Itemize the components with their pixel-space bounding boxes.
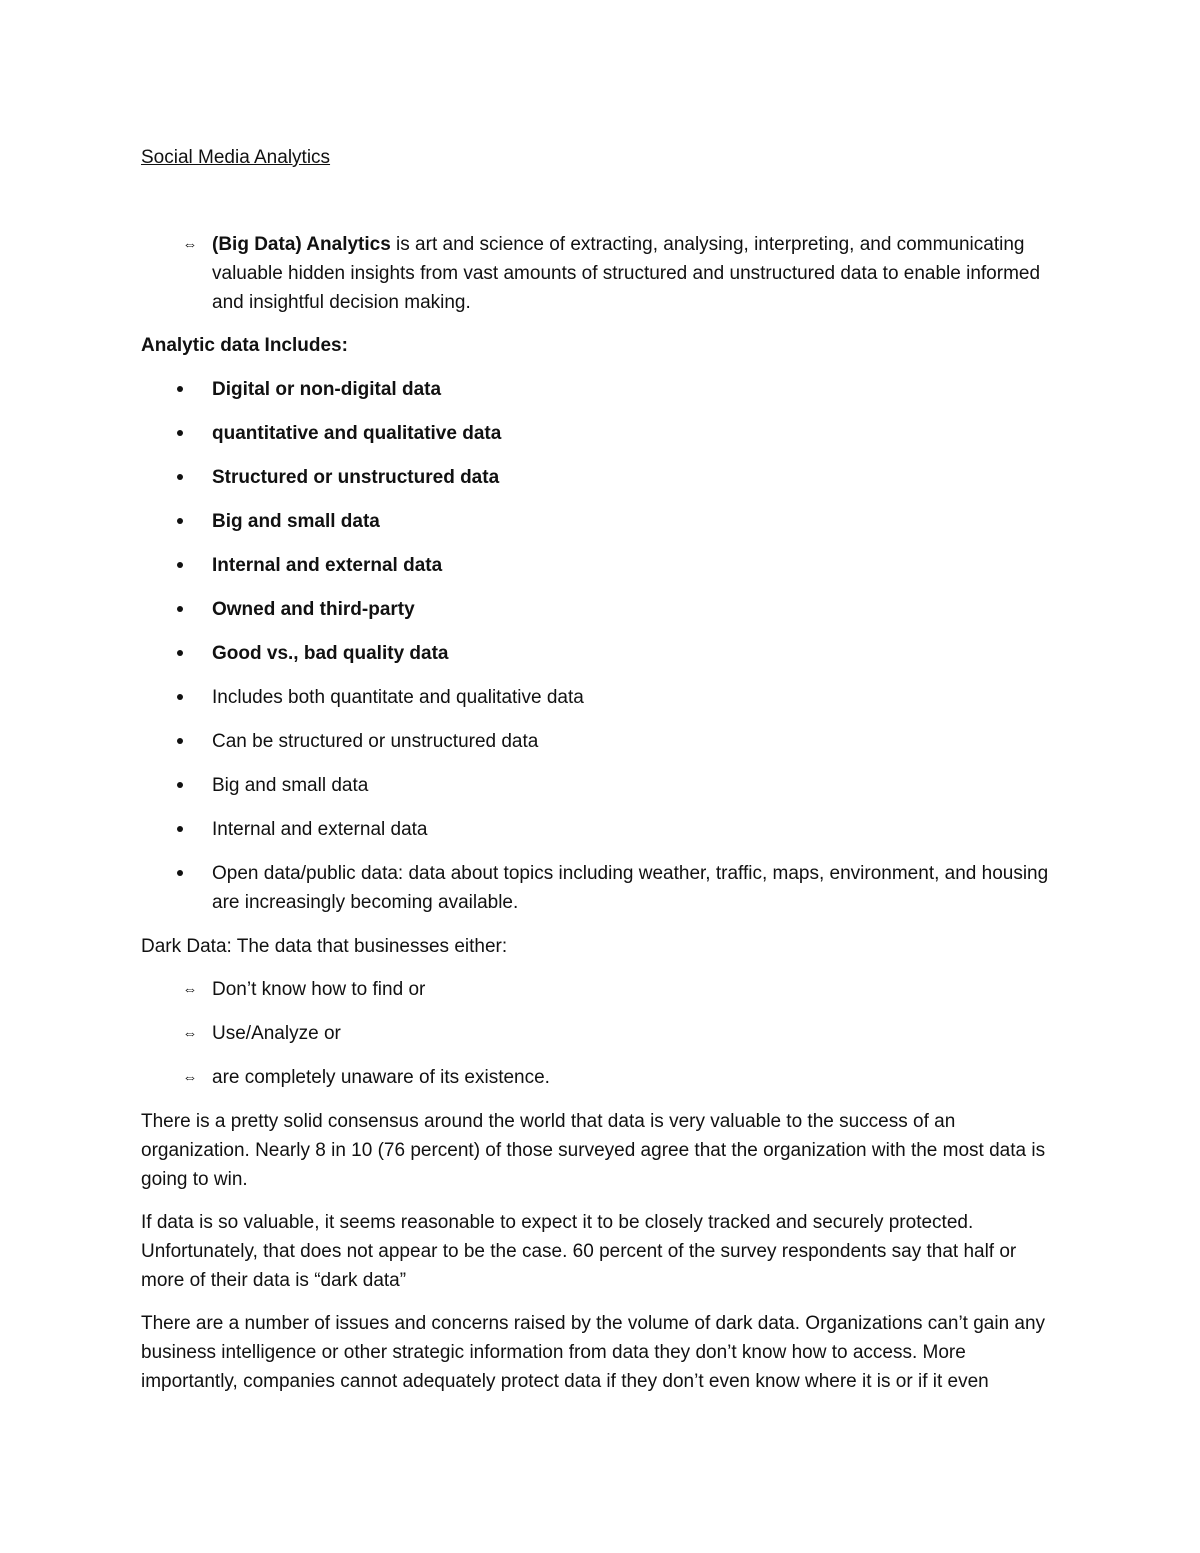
intro-text: is art and science of extracting, analysing, interpreting, and communicating valuable hidden insights from vast amounts of structured and unstructured data to enable informed and insightful decision making.: [212, 234, 1041, 313]
list-item: Includes both quantitate and qualitative data: [141, 683, 1061, 712]
dark-data-list: [141, 975, 1061, 1092]
dot-bullet-icon: [177, 606, 183, 612]
list-item: Owned and third-party: [141, 595, 1061, 624]
page-title: Social Media Analytics: [141, 147, 331, 168]
paragraph: There is a pretty solid consensus around the world that data is very valuable to the success of an organization. Nearly 8 in 10 (76 percent) of those surveyed agree that the organization with the most data is going to win.: [141, 1111, 1046, 1190]
list-item: ⇔ Use/Analyze or: [141, 1019, 1061, 1048]
list-item: ⇔ Don’t know how to find or: [141, 975, 1061, 1004]
intro-bold-lead: (Big Data) Analytics: [212, 234, 391, 255]
list-item: Open data/public data: data about topics including weather, traffic, maps, environment, and housing are increasingly becoming available.: [141, 859, 1061, 917]
dot-bullet-icon: [177, 738, 183, 744]
list-item: Big and small data: [141, 771, 1061, 800]
double-arrow-icon: ⇔: [182, 981, 198, 998]
double-arrow-icon: ⇔: [182, 236, 198, 253]
list-item: Big and small data: [141, 507, 1061, 536]
dot-bullet-icon: [177, 826, 183, 832]
dot-bullet-icon: [177, 870, 183, 876]
list-item: Internal and external data: [141, 551, 1061, 580]
dot-bullet-icon: [177, 386, 183, 392]
list-item: [141, 230, 1061, 317]
dark-data-heading: Dark Data: The data that businesses either:: [141, 936, 508, 957]
double-arrow-icon: ⇔: [182, 1025, 198, 1042]
dot-bullet-icon: [177, 474, 183, 480]
dot-bullet-icon: [177, 650, 183, 656]
dot-bullet-icon: [177, 694, 183, 700]
analytic-data-list: [141, 375, 1061, 917]
double-arrow-icon: ⇔: [182, 1069, 198, 1086]
list-item: Digital or non-digital data: [141, 375, 1061, 404]
document-body: [141, 143, 1061, 1410]
intro-list: [141, 230, 1061, 317]
analytic-heading: Analytic data Includes:: [141, 335, 348, 356]
dot-bullet-icon: [177, 782, 183, 788]
list-item: quantitative and qualitative data: [141, 419, 1061, 448]
dot-bullet-icon: [177, 562, 183, 568]
list-item: Good vs., bad quality data: [141, 639, 1061, 668]
list-item: ⇔ are completely unaware of its existence.: [141, 1063, 1061, 1092]
paragraph: There are a number of issues and concerns raised by the volume of dark data. Organizations can’t gain any business intelligence or other strategic information from data they don’t know how to access. More importantly, companies cannot adequately protect data if they don’t even know where it is or if it even: [141, 1313, 1046, 1392]
paragraph: If data is so valuable, it seems reasonable to expect it to be closely tracked and securely protected. Unfortunately, that does not appear to be the case. 60 percent of the survey respondents say that half or more of their data is “dark data”: [141, 1212, 1017, 1291]
dot-bullet-icon: [177, 518, 183, 524]
dot-bullet-icon: [177, 430, 183, 436]
list-item: Can be structured or unstructured data: [141, 727, 1061, 756]
list-item: Structured or unstructured data: [141, 463, 1061, 492]
list-item: Internal and external data: [141, 815, 1061, 844]
